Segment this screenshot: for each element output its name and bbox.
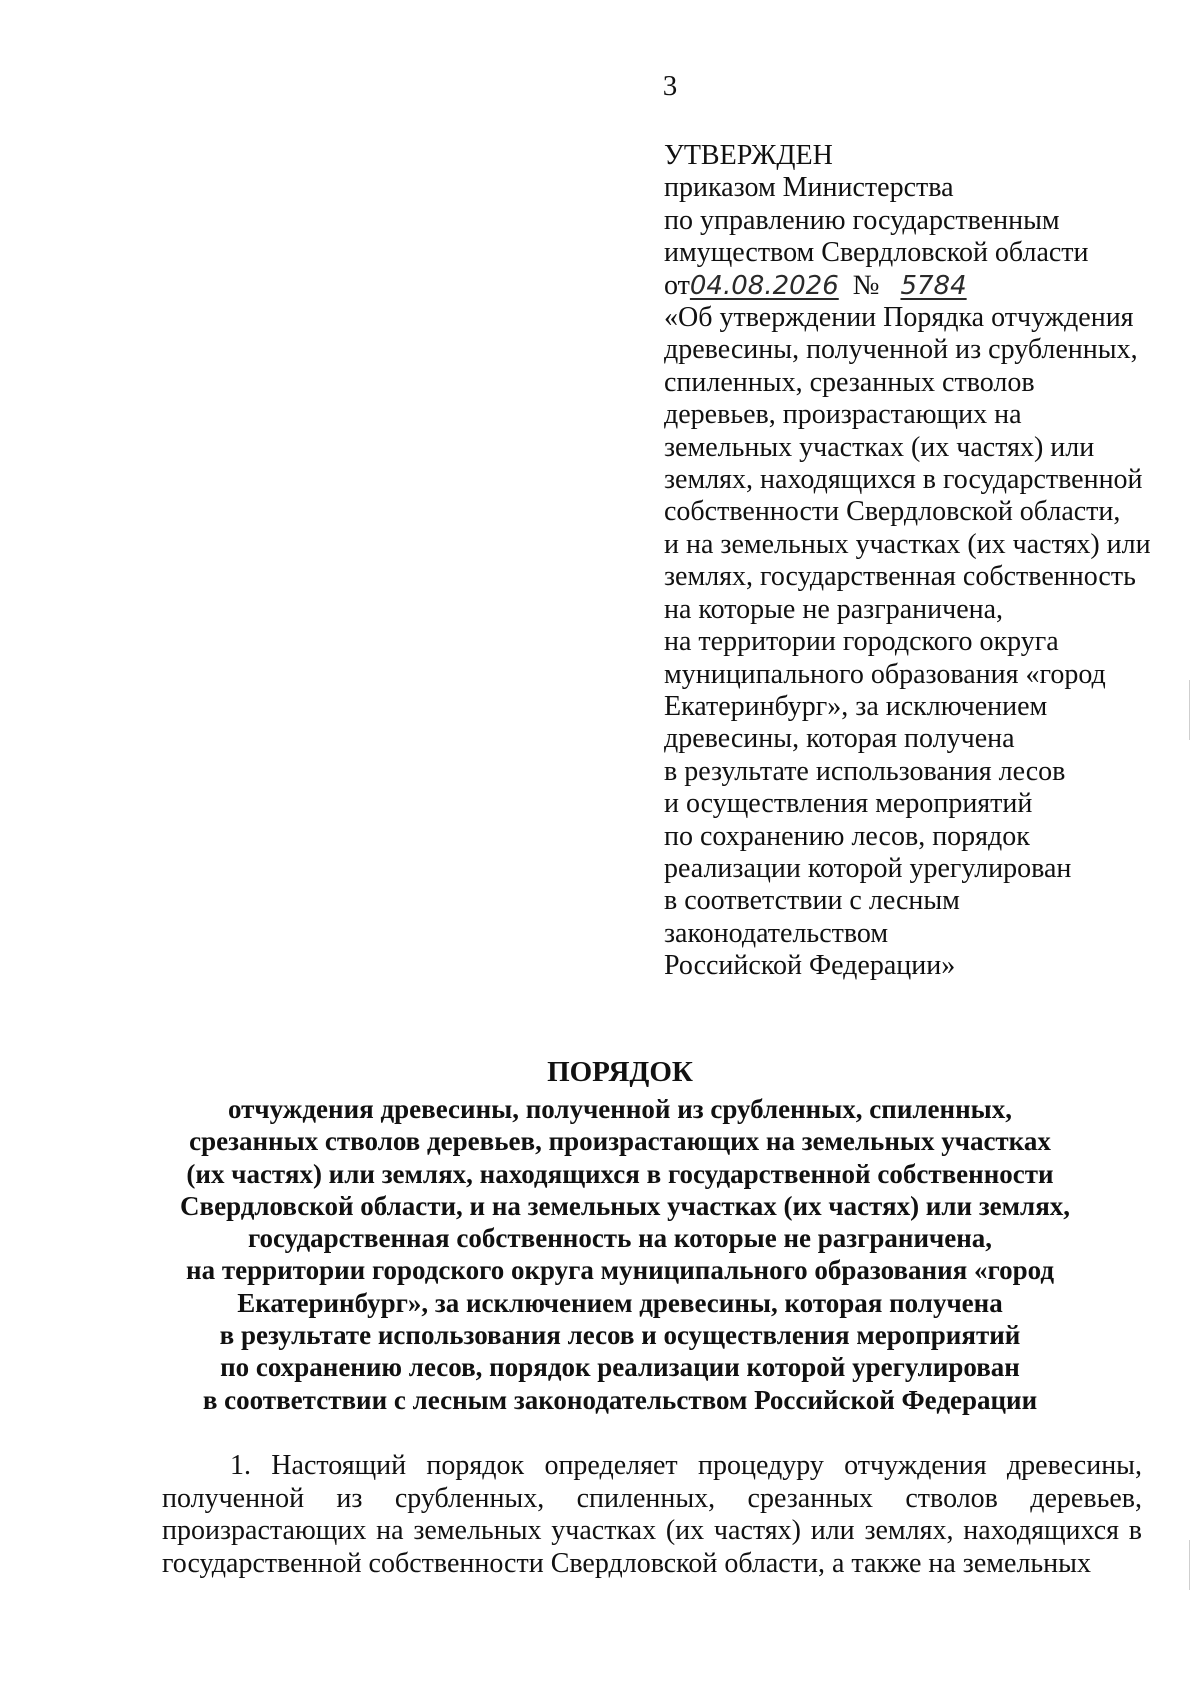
order-title-line: земельных участках (их частях) или bbox=[664, 431, 1095, 463]
paragraph-1: 1. Настоящий порядок определяет процедуру отчуждения древесины, полученной из срубленных, спиленных, срезанных стволов деревьев, произрастающих на земельных участках (их частях) или землях, находящихся в государственной собственности Свердловской области, а также на земельных bbox=[162, 1450, 1142, 1579]
document-title-line: на территории городского округа муниципального образования «город bbox=[186, 1255, 1054, 1286]
order-title-line: собственности Свердловской области, bbox=[664, 496, 1121, 528]
order-title-line: законодательством bbox=[664, 917, 889, 949]
approval-line: по управлению государственным bbox=[664, 204, 1060, 236]
order-title-line: и на земельных участках (их частях) или bbox=[664, 528, 1151, 560]
approval-line: имуществом Свердловской области bbox=[664, 237, 1089, 269]
order-title-line: древесины, полученной из срубленных, bbox=[664, 334, 1138, 366]
order-title-line: муниципального образования «город bbox=[664, 658, 1106, 690]
document-title-line: Екатеринбург», за исключением древесины, которая получена bbox=[237, 1287, 1003, 1318]
number-prefix: № bbox=[852, 269, 880, 301]
order-title-line: Екатеринбург», за исключением bbox=[664, 690, 1048, 722]
order-title-line: деревьев, произрастающих на bbox=[664, 399, 1022, 431]
order-title-line: в соответствии с лесным bbox=[664, 885, 960, 917]
order-title-line: реализации которой урегулирован bbox=[664, 852, 1072, 884]
scan-artifact bbox=[1189, 1540, 1190, 1590]
order-title-line: в результате использования лесов bbox=[664, 755, 1066, 787]
order-title-line: землях, государственная собственность bbox=[664, 561, 1136, 593]
order-title-line: землях, находящихся в государственной bbox=[664, 464, 1143, 496]
order-title-line: Российской Федерации» bbox=[664, 950, 956, 982]
order-title-line: на которые не разграничена, bbox=[664, 593, 1004, 625]
handwritten-date: 04.08.2026 bbox=[689, 270, 839, 301]
approval-block bbox=[664, 140, 1184, 983]
order-title-line: древесины, которая получена bbox=[664, 723, 1015, 755]
document-title-line: в результате использования лесов и осуществления мероприятий bbox=[219, 1320, 1021, 1351]
document-title bbox=[180, 1055, 1071, 1416]
approved-label: УТВЕРЖДЕН bbox=[664, 140, 833, 171]
date-prefix: от bbox=[664, 269, 690, 301]
order-title-line: по сохранению лесов, порядок bbox=[664, 820, 1030, 852]
document-title-line: государственная собственность на которые не разграничена, bbox=[247, 1223, 993, 1254]
document-title-line: отчуждения древесины, полученной из срубленных, спиленных, bbox=[228, 1094, 1012, 1124]
order-date-number-line bbox=[664, 270, 1184, 302]
document-title-line: (их частях) или землях, находящихся в государственной собственности bbox=[186, 1158, 1054, 1189]
handwritten-number: 5784 bbox=[900, 270, 967, 301]
order-title-line: спиленных, срезанных стволов bbox=[664, 366, 1035, 398]
document-title-line: Свердловской области, и на земельных участках (их частях) или землях, bbox=[180, 1190, 1071, 1221]
order-title-line: и осуществления мероприятий bbox=[664, 788, 1033, 820]
document-heading: ПОРЯДОК bbox=[547, 1056, 693, 1088]
approval-line: приказом Министерства bbox=[664, 172, 954, 204]
page-number: 3 bbox=[662, 70, 678, 102]
document-title-line: срезанных стволов деревьев, произрастающих на земельных участках bbox=[189, 1126, 1051, 1157]
document-title-line: в соответствии с лесным законодательством Российской Федерации bbox=[202, 1384, 1038, 1415]
document-title-line: по сохранению лесов, порядок реализации которой урегулирован bbox=[220, 1352, 1020, 1383]
order-title-line: на территории городского округа bbox=[664, 626, 1059, 658]
scan-artifact bbox=[1189, 680, 1190, 740]
order-title-line: «Об утверждении Порядка отчуждения bbox=[664, 302, 1134, 334]
